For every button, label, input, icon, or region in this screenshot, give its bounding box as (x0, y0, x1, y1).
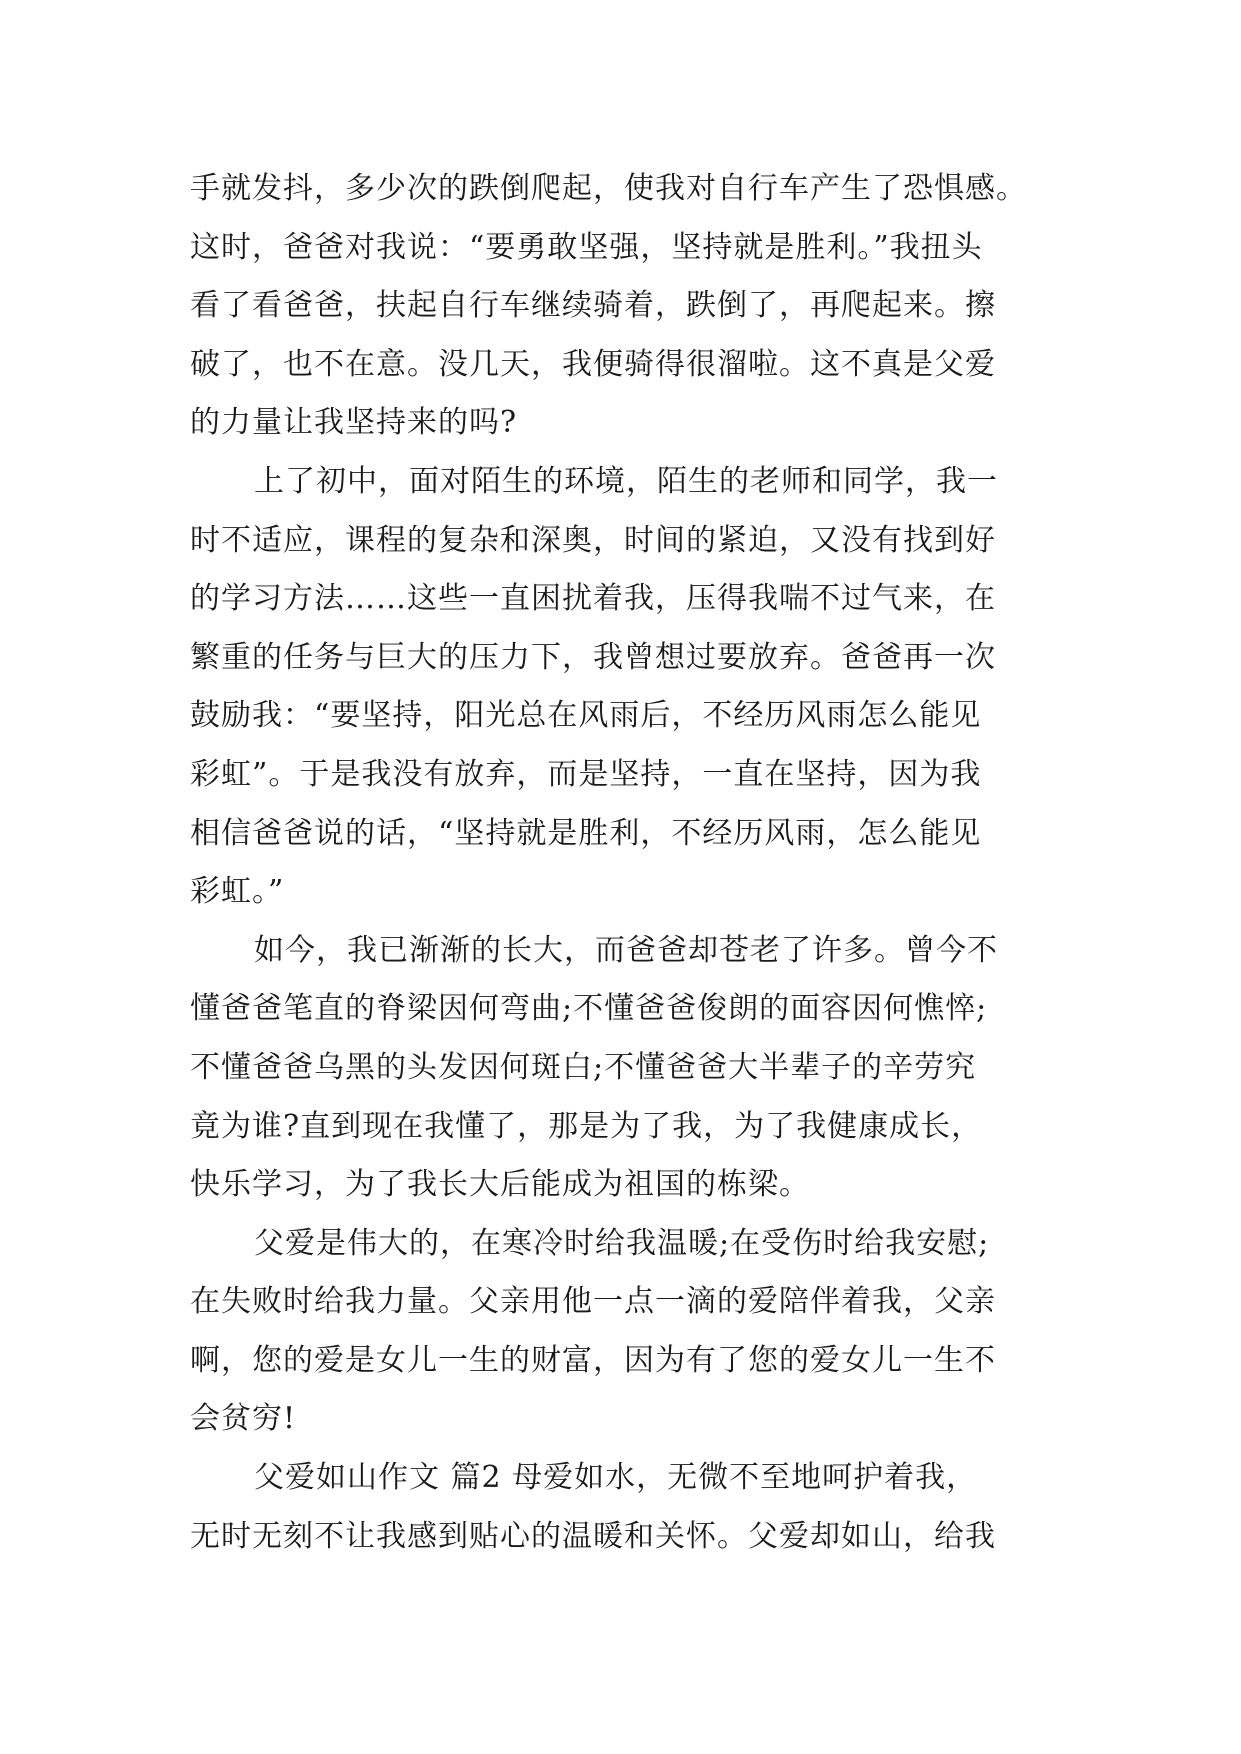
text-line: 懂爸爸笔直的脊梁因何弯曲;不懂爸爸俊朗的面容因何憔悴; (190, 991, 988, 1027)
paragraph-first-line: 上了初中，面对陌生的环境，陌生的老师和同学，我一 (254, 463, 998, 499)
text-line: 破了，也不在意。没几天，我便骑得很溜啦。这不真是父爱 (190, 346, 996, 382)
text-line: 这时，爸爸对我说：“要勇敢坚强，坚持就是胜利。”我扭头 (190, 229, 983, 265)
text-line: 彩虹。” (190, 874, 285, 910)
text-line: 啊，您的爱是女儿一生的财富，因为有了您的爱女儿一生不 (190, 1342, 996, 1378)
paragraph-first-line: 父爱是伟大的，在寒冷时给我温暖;在受伤时给我安慰; (254, 1225, 990, 1261)
text-line: 鼓励我：“要坚持，阳光总在风雨后，不经历风雨怎么能见 (190, 698, 982, 734)
text-line: 竟为谁?直到现在我懂了，那是为了我，为了我健康成长， (190, 1108, 983, 1144)
text-line: 时不适应，课程的复杂和深奥，时间的紧迫，又没有找到好 (190, 522, 996, 558)
text-line: 快乐学习，为了我长大后能成为祖国的栋梁。 (190, 1167, 810, 1203)
essay-text (190, 160, 1070, 1566)
paragraph-first-line: 如今，我已渐渐的长大，而爸爸却苍老了许多。曾今不 (254, 932, 998, 968)
text-line: 彩虹”。于是我没有放弃，而是坚持，一直在坚持，因为我 (190, 756, 982, 792)
text-line: 相信爸爸说的话，“坚持就是胜利，不经历风雨，怎么能见 (190, 815, 982, 851)
text-line: 手就发抖，多少次的跌倒爬起，使我对自行车产生了恐惧感。 (190, 171, 1027, 206)
text-line: 的力量让我坚持来的吗? (190, 405, 518, 441)
text-line: 无时无刻不让我感到贴心的温暖和关怀。父爱却如山，给我 (190, 1518, 996, 1554)
text-line: 会贫穷! (190, 1401, 297, 1437)
text-line: 在失败时给我力量。父亲用他一点一滴的爱陪伴着我，父亲 (190, 1284, 996, 1320)
section-heading-line: 父爱如山作文 篇2 母爱如水，无微不至地呵护着我， (254, 1460, 978, 1496)
text-line: 繁重的任务与巨大的压力下，我曾想过要放弃。爸爸再一次 (190, 639, 996, 675)
text-line: 看了看爸爸，扶起自行车继续骑着，跌倒了，再爬起来。擦 (190, 288, 996, 324)
text-line: 不懂爸爸乌黑的头发因何斑白;不懂爸爸大半辈子的辛劳究 (190, 1049, 977, 1085)
text-line: 的学习方法……这些一直困扰着我，压得我喘不过气来，在 (190, 581, 996, 617)
